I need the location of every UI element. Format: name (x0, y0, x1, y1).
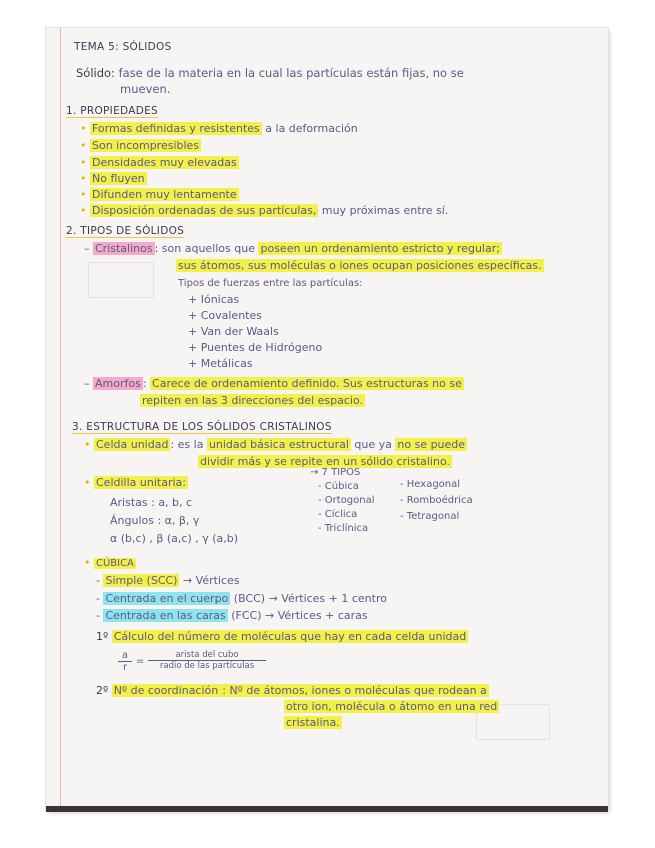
cubica-term: CÚBICA (96, 558, 134, 569)
section-tipos-heading (66, 224, 184, 238)
fraction-denominator: r (122, 662, 128, 673)
coordinacion-text-2: otro ion, molécula o átomo en una red (286, 700, 498, 713)
prop-item-2 (80, 139, 201, 153)
fuerza-item-2: + Covalentes (188, 309, 262, 322)
coordinacion-text-3: cristalina. (286, 716, 340, 729)
bullet-icon: • (80, 156, 87, 169)
fraction-description (148, 650, 266, 671)
celdilla-angulos: Ángulos : α, β, γ (110, 514, 200, 527)
estructura-heading-text: 3. ESTRUCTURA DE LOS SÓLIDOS CRISTALINOS (72, 421, 332, 433)
celdilla-aristas: Aristas : a, b, c (110, 496, 193, 509)
fuerzas-intro: Tipos de fuerzas entre las partículas: (178, 278, 363, 289)
prop-item-1 (80, 122, 358, 136)
definition-line-1 (76, 66, 464, 80)
fuerza-item-1: + Iónicas (188, 293, 240, 306)
page-title: TEMA 5: SÓLIDOS (74, 41, 172, 53)
prop-item-4-highlight: No fluyen (92, 172, 145, 185)
celda-text-pre: : es la (170, 438, 204, 451)
cubica-heading (84, 556, 136, 571)
amorfos-text-hl-2: repiten en las 3 direcciones del espacio. (142, 394, 363, 407)
bullet-icon: • (84, 556, 91, 569)
bullet-icon: • (80, 139, 87, 152)
tipo-celda-right-2: - Romboédrica (400, 495, 473, 506)
bullet-icon: • (80, 188, 87, 201)
cubica-item-2-rest: (BCC) → Vértices + 1 centro (233, 592, 387, 605)
prop-item-6-rest: muy próximas entre sí. (321, 204, 449, 217)
amorfos-text-hl-1: Carece de ordenamiento definido. Sus estructuras no se (152, 377, 462, 390)
cubica-item-3 (96, 609, 368, 623)
prop-item-6 (80, 204, 448, 218)
amorfos-line-2 (140, 394, 365, 408)
prop-item-1-highlight: Formas definidas y resistentes (92, 122, 260, 135)
cubica-item-2 (96, 592, 387, 606)
section-propiedades-heading (66, 104, 158, 118)
prop-item-2-highlight: Son incompresibles (92, 139, 200, 152)
celdilla-heading (84, 476, 188, 490)
prop-item-3-highlight: Densidades muy elevadas (92, 156, 237, 169)
bullet-icon: • (84, 476, 91, 489)
bullet-icon: • (80, 172, 87, 185)
cubica-item-2-highlight: Centrada en el cuerpo (105, 592, 229, 605)
bullet-icon: • (80, 122, 87, 135)
calculo-line (96, 630, 468, 644)
prop-item-5 (80, 188, 239, 202)
dash-icon: – (84, 242, 90, 255)
coordinacion-term: Nº de coordinación (113, 684, 219, 697)
tipo-celda-left-2: - Ortogonal (318, 495, 375, 506)
cristalinos-text-hl-1: poseen un ordenamiento estricto y regular; (260, 242, 500, 255)
amorfos-term: Amorfos (95, 377, 141, 390)
prop-item-6-highlight: Disposición ordenadas de sus partículas, (92, 204, 317, 217)
coordinacion-line-2 (284, 700, 499, 714)
tipo-celda-left-3: - Cíclica (318, 509, 358, 520)
amorfos-text-pre: : (142, 377, 147, 390)
celda-text-hl-2: no se puede (397, 438, 466, 451)
section-estructura-heading (72, 420, 332, 434)
page-bottom-edge (46, 806, 608, 812)
fraction-numerator: a (118, 650, 132, 662)
bullet-icon: • (80, 204, 87, 217)
margin-line (60, 28, 61, 810)
amorfos-line-1 (84, 377, 464, 391)
cristalinos-term: Cristalinos (95, 242, 153, 255)
celdilla-angulos-def: α (b,c) , β (a,c) , γ (a,b) (110, 532, 239, 545)
tipo-celda-left-1: - Cúbica (318, 481, 359, 492)
celda-text-hl-3: dividir más y se repite en un sólido cristalino. (200, 455, 450, 468)
fraction-description-num: arista del cubo (148, 650, 266, 661)
cubica-item-1-rest: → Vértices (182, 574, 240, 587)
tipo-celda-right-1: - Hexagonal (400, 479, 461, 490)
propiedades-heading-text: 1. PROPIEDADES (66, 105, 158, 117)
tipos-heading-text: 2. TIPOS DE SÓLIDOS (66, 225, 185, 237)
celda-text-mid: que ya (354, 438, 392, 451)
celda-term: Celda unidad (96, 438, 169, 451)
dash-icon: - (96, 574, 100, 587)
cubica-item-1-highlight: Simple (SCC) (105, 574, 178, 587)
cubica-item-3-rest: (FCC) → Vértices + caras (231, 609, 368, 622)
fraction-a-over-r (118, 650, 132, 673)
prop-item-4 (80, 172, 147, 186)
coordinacion-line-1 (96, 684, 489, 698)
fuerza-item-3: + Van der Waals (188, 325, 279, 338)
celda-line-1 (84, 438, 467, 452)
definition-line-2: mueven. (120, 82, 171, 96)
tipo-celda-right-3: - Tetragonal (400, 511, 460, 522)
coordinacion-line-3 (284, 716, 342, 730)
cubica-item-1 (96, 574, 240, 588)
tipos-celda-title: → 7 TIPOS (310, 467, 361, 478)
fuerza-item-4: + Puentes de Hidrógeno (188, 341, 323, 354)
prop-item-3 (80, 156, 239, 170)
definition-term: Sólido: (76, 66, 115, 80)
cristalinos-line-2 (176, 259, 544, 273)
definition-text-1: fase de la materia en la cual las partículas están fijas, no se (118, 66, 464, 80)
dash-icon: - (96, 609, 100, 622)
calculo-label: 1º (96, 630, 109, 643)
celda-text-hl-1: unidad básica estructural (208, 438, 349, 451)
prop-item-5-highlight: Difunden muy lentamente (92, 188, 237, 201)
cristalinos-text-hl-2: sus átomos, sus moléculas o iones ocupan posiciones específicas. (178, 259, 542, 272)
cubica-item-3-highlight: Centrada en las caras (105, 609, 226, 622)
bullet-icon: • (84, 438, 91, 451)
calculo-text: Cálculo del número de moléculas que hay en cada celda unidad (113, 630, 467, 643)
coordinacion-text-1: : Nº de átomos, iones o moléculas que rodean a (222, 684, 487, 697)
fraction-equals: = (136, 656, 145, 667)
cristalinos-text-pre: : son aquellos que (154, 242, 255, 255)
fuerza-item-5: + Metálicas (188, 357, 253, 370)
cristalinos-line-1 (84, 242, 502, 256)
celdilla-term: Celdilla unitaria: (96, 476, 186, 489)
prop-item-1-rest: a la deformación (265, 122, 358, 135)
dash-icon: - (96, 592, 100, 605)
dash-icon: – (84, 377, 90, 390)
ghost-box-1 (88, 262, 154, 298)
fraction-description-den: radio de las partículas (159, 661, 255, 671)
tipo-celda-left-4: - Triclínica (318, 523, 369, 534)
coordinacion-label: 2º (96, 684, 109, 697)
